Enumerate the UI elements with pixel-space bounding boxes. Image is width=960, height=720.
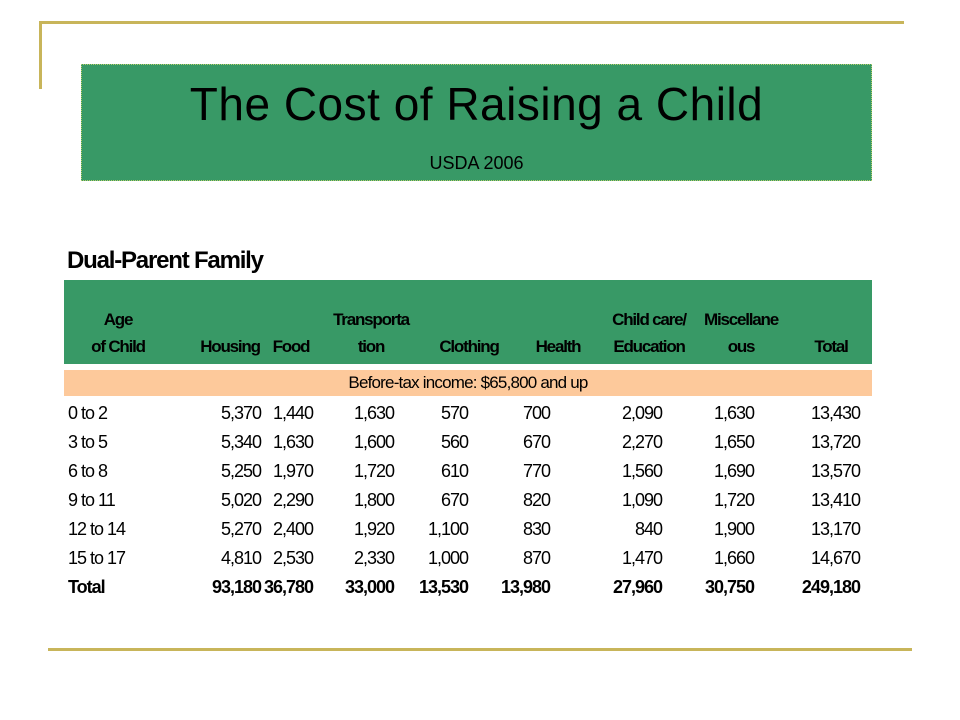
transportation-cell: 1,630 [353, 403, 394, 423]
clothing-cell: 13,530 [418, 577, 468, 597]
food-cell: 1,440 [272, 403, 313, 423]
childcare-cell: 27,960 [612, 577, 662, 597]
food-cell: 1,630 [272, 432, 313, 452]
table-row [64, 400, 872, 429]
table-row [64, 516, 872, 545]
transportation-cell: 1,720 [353, 461, 394, 481]
table-row [64, 487, 872, 516]
food-cell: 2,400 [272, 519, 313, 539]
header-misc [691, 306, 791, 360]
clothing-cell: 1,000 [427, 548, 468, 568]
housing-cell: 5,020 [220, 490, 261, 510]
slide-subtitle: USDA 2006 [429, 153, 524, 173]
food-cell: 36,780 [263, 577, 313, 597]
header-total-line: Total [814, 337, 848, 356]
decorative-top-rule [40, 21, 904, 24]
health-cell: 820 [522, 490, 550, 510]
header-transportation [323, 306, 419, 360]
childcare-cell: 1,560 [621, 461, 662, 481]
misc-cell: 1,650 [713, 432, 754, 452]
header-food-line: Food [272, 337, 310, 356]
childcare-cell: 1,090 [621, 490, 662, 510]
transportation-cell: 33,000 [344, 577, 394, 597]
age-cell: Total [68, 577, 105, 597]
header-childcare-line: Education [613, 337, 685, 356]
total-cell: 13,430 [810, 403, 860, 423]
age-cell: 6 to 8 [68, 461, 108, 481]
childcare-cell: 2,090 [621, 403, 662, 423]
header-housing-line: Housing [200, 337, 260, 356]
table-row [64, 429, 872, 458]
header-clothing [427, 333, 511, 360]
header-food [261, 333, 321, 360]
header-misc-line: ous [727, 337, 755, 356]
age-cell: 15 to 17 [68, 548, 126, 568]
food-cell: 2,530 [272, 548, 313, 568]
transportation-cell: 2,330 [353, 548, 394, 568]
housing-cell: 4,810 [220, 548, 261, 568]
clothing-cell: 610 [440, 461, 468, 481]
total-row [64, 574, 872, 603]
slide-title: The Cost of Raising a Child [189, 78, 764, 130]
food-cell: 1,970 [272, 461, 313, 481]
health-cell: 830 [522, 519, 550, 539]
misc-cell: 1,720 [713, 490, 754, 510]
clothing-cell: 560 [440, 432, 468, 452]
header-childcare-line: Child care/ [612, 310, 686, 329]
header-clothing-line: Clothing [439, 337, 499, 356]
total-cell: 249,180 [801, 577, 860, 597]
health-cell: 13,980 [500, 577, 550, 597]
header-health [522, 333, 594, 360]
misc-cell: 1,660 [713, 548, 754, 568]
transportation-cell: 1,800 [353, 490, 394, 510]
table-caption: Dual-Parent Family [67, 247, 263, 274]
housing-cell: 5,250 [220, 461, 261, 481]
health-cell: 700 [522, 403, 550, 423]
misc-cell: 1,900 [713, 519, 754, 539]
header-age [70, 306, 166, 360]
total-cell: 13,170 [810, 519, 860, 539]
age-cell: 3 to 5 [68, 432, 108, 452]
header-transportation-line: tion [357, 337, 385, 356]
clothing-cell: 570 [440, 403, 468, 423]
total-cell: 14,670 [810, 548, 860, 568]
cost-table [64, 280, 872, 603]
header-total [801, 333, 861, 360]
housing-cell: 5,340 [220, 432, 261, 452]
housing-cell: 5,370 [220, 403, 261, 423]
header-age-line: of Child [91, 337, 145, 356]
childcare-cell: 840 [634, 519, 662, 539]
transportation-cell: 1,920 [353, 519, 394, 539]
decorative-bottom-rule [48, 648, 912, 651]
health-cell: 670 [522, 432, 550, 452]
misc-cell: 1,630 [713, 403, 754, 423]
table-row [64, 545, 872, 574]
header-transportation-line: Transporta [333, 310, 409, 329]
header-health-line: Health [535, 337, 581, 356]
title-banner [81, 64, 872, 181]
total-cell: 13,570 [810, 461, 860, 481]
misc-cell: 1,690 [713, 461, 754, 481]
age-cell: 12 to 14 [68, 519, 126, 539]
childcare-cell: 2,270 [621, 432, 662, 452]
header-misc-line: Miscellane [704, 310, 778, 329]
health-cell: 870 [522, 548, 550, 568]
childcare-cell: 1,470 [621, 548, 662, 568]
decorative-left-rule [39, 21, 42, 89]
housing-cell: 5,270 [220, 519, 261, 539]
clothing-cell: 670 [440, 490, 468, 510]
food-cell: 2,290 [272, 490, 313, 510]
table-body [64, 400, 872, 603]
header-housing [188, 333, 272, 360]
age-cell: 0 to 2 [68, 403, 108, 423]
header-age-line: Age [103, 310, 133, 329]
total-cell: 13,410 [810, 490, 860, 510]
clothing-cell: 1,100 [427, 519, 468, 539]
header-childcare [599, 306, 699, 360]
table-row [64, 458, 872, 487]
transportation-cell: 1,600 [353, 432, 394, 452]
total-cell: 13,720 [810, 432, 860, 452]
housing-cell: 93,180 [211, 577, 261, 597]
health-cell: 770 [522, 461, 550, 481]
table-header-row [64, 280, 872, 364]
age-cell: 9 to 11 [68, 490, 115, 510]
income-band: Before-tax income: $65,800 and up [64, 370, 872, 396]
misc-cell: 30,750 [704, 577, 754, 597]
